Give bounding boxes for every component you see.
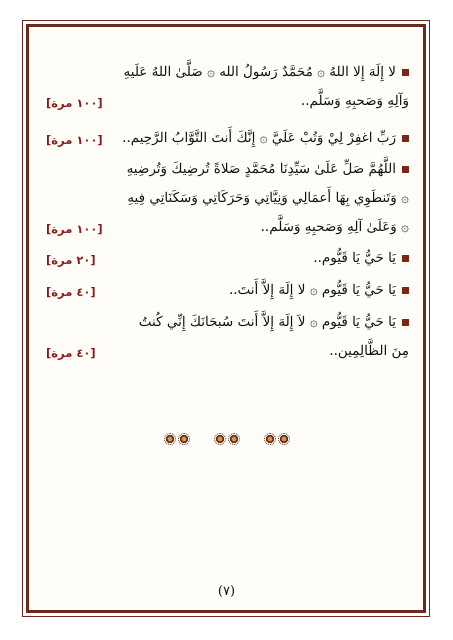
dhikr-line (44, 337, 409, 366)
bullet-square-icon (402, 319, 409, 326)
rosette-icon (228, 433, 240, 445)
dhikr-item (44, 155, 409, 242)
dhikr-text: مِنَ الظَّالِمِين.. (329, 343, 409, 359)
rosette-icon (278, 433, 290, 445)
repetition-count: [٤٠ مرة] (46, 346, 96, 360)
bullet-square-icon (402, 287, 409, 294)
rosette-icon (264, 433, 276, 445)
dhikr-text: لا إِلَهَ إِلا اللهُ ۞ مُحَمَّدٌ رَسُولُ الله ۞ صَلَّىٰ اللهُ عَلَيهِ (123, 64, 396, 80)
dhikr-text: يَا حَيُّ يَا قَيُّوم ۞ لاَ إِلَهَ إِلاَّ أَنتَ سُبحَانَكَ إِنِّي كُنتُ (138, 314, 396, 330)
ornament-pair (164, 433, 190, 445)
bullet-square-icon (402, 69, 409, 76)
ornament-pair (264, 433, 290, 445)
page-number: (٧) (217, 584, 236, 599)
dhikr-text: رَبِّ اغفِرْ لِيْ وَتُبْ عَلَيَّ ۞ إِنَّكَ أَنتَ التَّوَّابُ الرَّحِيم.. (122, 130, 396, 146)
rosette-icon (178, 433, 190, 445)
repetition-count: [٤٠ مرة] (46, 285, 96, 299)
repetition-count: [٢٠ مرة] (46, 253, 96, 267)
dhikr-item (44, 308, 409, 366)
dhikr-text: يَا حَيُّ يَا قَيُّوم ۞ لا إِلَهَ إِلاَّ أَنتَ.. (228, 282, 396, 298)
dhikr-text: اللَّهُمَّ صَلِّ عَلَىٰ سَيِّدِنَا مُحَمَّدٍ صَلاةً تُرضِيكَ وَتُرضِيهِ (126, 161, 396, 177)
dhikr-item (44, 58, 409, 116)
divider-ornaments (0, 433, 453, 445)
repetition-count: [١٠٠ مرة] (46, 222, 103, 236)
dhikr-text: ۞ وَعَلَىٰ آلِهِ وَصَحبِهِ وَسَلَّم.. (260, 219, 409, 235)
rosette-icon (164, 433, 176, 445)
dhikr-text: وَآلِهِ وَصَحبِهِ وَسَلَّم.. (300, 93, 409, 109)
ornament-pair (214, 433, 240, 445)
dhikr-line (44, 244, 409, 273)
dhikr-line (44, 308, 409, 337)
bullet-square-icon (402, 255, 409, 262)
bullet-square-icon (402, 135, 409, 142)
rosette-icon (214, 433, 226, 445)
dhikr-text: ۞ وَتَنطَوِي بِهَا أَعمَالِي وَنِيَّاتِي وَحَرَكَاتِي وَسَكَنَاتِي فِيهِ (127, 190, 409, 206)
dhikr-line (44, 184, 409, 213)
bullet-square-icon (402, 166, 409, 173)
dhikr-line (44, 155, 409, 184)
repetition-count: [١٠٠ مرة] (46, 96, 103, 110)
dhikr-item (44, 276, 409, 305)
repetition-count: [١٠٠ مرة] (46, 133, 103, 147)
dhikr-item (44, 124, 409, 153)
dhikr-line (44, 276, 409, 305)
dhikr-item (44, 244, 409, 273)
dhikr-text: يَا حَيُّ يَا قَيُّوم.. (313, 250, 396, 266)
dhikr-line (44, 58, 409, 87)
dhikr-list (44, 58, 409, 366)
